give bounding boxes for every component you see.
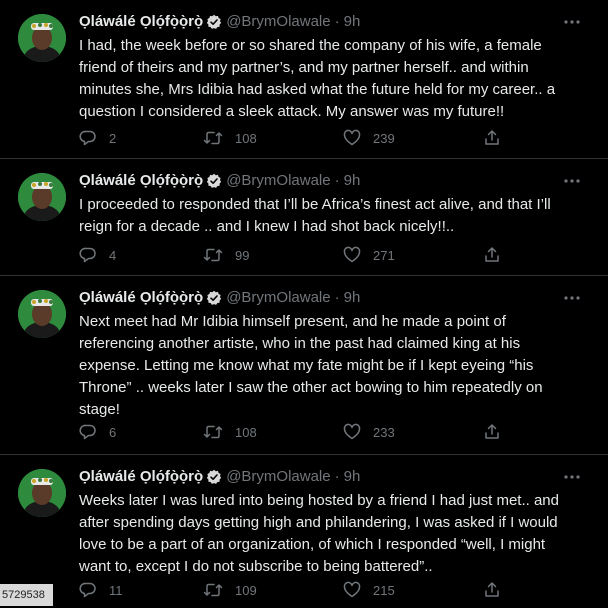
- share-button[interactable]: [483, 245, 501, 265]
- retweet-button[interactable]: [203, 422, 257, 442]
- share-button[interactable]: [483, 128, 501, 148]
- retweet-count: 109: [235, 582, 257, 598]
- reply-icon: [79, 581, 97, 599]
- retweet-count: 108: [235, 130, 257, 146]
- tweet-text: Next meet had Mr Idibia himself present, and he made a point of referencing another artiste, who in the past had claimed king at his expense. Letting me know what my fate might be if I kept eyeing “his Throne” .. weeks later I saw the other act bowing to him repeatedly on stage!: [79, 313, 543, 418]
- more-icon[interactable]: [562, 173, 582, 189]
- tweet-header: [79, 467, 360, 487]
- reply-button[interactable]: [79, 422, 116, 442]
- reply-icon: [79, 423, 97, 441]
- watermark-id: 5729538: [0, 584, 53, 606]
- retweet-icon: [203, 129, 223, 147]
- reply-icon: [79, 129, 97, 147]
- like-count: 239: [373, 130, 395, 146]
- verified-badge-icon: [206, 173, 222, 189]
- reply-count: 6: [109, 424, 117, 440]
- reply-count: 4: [109, 247, 117, 263]
- tweet-text: I had, the week before or so shared the company of his wife, a female friend of theirs and my partner’s, and my partner herself.. and within minutes she, Mrs Idibia had asked what the future held for my career.. a question I considered a sleek attack. My answer was my future!!: [79, 37, 556, 120]
- author-name[interactable]: Ọláwálé Ọlọ́fọ̀ọ̀rọ̀: [79, 13, 204, 30]
- author-name[interactable]: Ọláwálé Ọlọ́fọ̀ọ̀rọ̀: [79, 468, 204, 485]
- like-button[interactable]: [343, 245, 395, 265]
- reply-button[interactable]: [79, 580, 123, 600]
- retweet-button[interactable]: [203, 245, 249, 265]
- separator-dot: ·: [334, 468, 340, 485]
- share-icon: [483, 129, 501, 147]
- author-handle[interactable]: @BrymOlawale: [226, 172, 331, 189]
- separator-dot: ·: [334, 172, 340, 189]
- like-button[interactable]: [343, 422, 395, 442]
- author-name[interactable]: Ọláwálé Ọlọ́fọ̀ọ̀rọ̀: [79, 289, 204, 306]
- like-button[interactable]: [343, 128, 395, 148]
- author-handle[interactable]: @BrymOlawale: [226, 13, 331, 30]
- author-name[interactable]: Ọláwálé Ọlọ́fọ̀ọ̀rọ̀: [79, 172, 204, 189]
- share-icon: [483, 423, 501, 441]
- tweet-time[interactable]: 9h: [343, 289, 361, 306]
- tweet-actions: [79, 128, 519, 148]
- avatar[interactable]: [18, 469, 66, 517]
- separator-dot: ·: [334, 13, 340, 30]
- avatar[interactable]: [18, 290, 66, 338]
- retweet-button[interactable]: [203, 580, 257, 600]
- reply-count: 11: [109, 582, 123, 598]
- author-handle[interactable]: @BrymOlawale: [226, 289, 331, 306]
- share-button[interactable]: [483, 580, 501, 600]
- tweet[interactable]: [0, 276, 608, 455]
- like-icon: [343, 423, 361, 441]
- tweet-header: [79, 171, 360, 191]
- more-icon[interactable]: [562, 14, 582, 30]
- reply-count: 2: [109, 130, 117, 146]
- like-icon: [343, 246, 361, 264]
- like-count: 215: [373, 582, 395, 598]
- verified-badge-icon: [206, 290, 222, 306]
- share-button[interactable]: [483, 422, 501, 442]
- share-icon: [483, 246, 501, 264]
- verified-badge-icon: [206, 469, 222, 485]
- more-icon[interactable]: [562, 469, 582, 485]
- tweet-time[interactable]: 9h: [343, 172, 361, 189]
- like-icon: [343, 581, 361, 599]
- avatar[interactable]: [18, 173, 66, 221]
- reply-button[interactable]: [79, 128, 116, 148]
- tweet[interactable]: [0, 0, 608, 159]
- tweet-header: [79, 288, 360, 308]
- tweet-actions: [79, 580, 519, 600]
- retweet-icon: [203, 246, 223, 264]
- tweet-actions: [79, 422, 519, 442]
- verified-badge-icon: [206, 14, 222, 30]
- author-handle[interactable]: @BrymOlawale: [226, 468, 331, 485]
- retweet-count: 99: [235, 247, 250, 263]
- like-count: 271: [373, 247, 395, 263]
- like-icon: [343, 129, 361, 147]
- reply-button[interactable]: [79, 245, 116, 265]
- tweet-text: I proceeded to responded that I’ll be Africa’s finest act alive, and that I’ll reign for a decade .. and I knew I had shot back nicely!!..: [79, 196, 551, 235]
- separator-dot: ·: [334, 289, 340, 306]
- retweet-icon: [203, 581, 223, 599]
- retweet-button[interactable]: [203, 128, 257, 148]
- tweet-text: Weeks later I was lured into being hosted by a friend I had just met.. and after spending days getting high and philandering, I was asked if I would love to be a part of an organization, of which I responded “well, I might want to, except I do not subscribe to being battered”..: [79, 492, 559, 575]
- reply-icon: [79, 246, 97, 264]
- tweet-time[interactable]: 9h: [343, 468, 361, 485]
- share-icon: [483, 581, 501, 599]
- tweet-time[interactable]: 9h: [343, 13, 361, 30]
- tweet[interactable]: [0, 159, 608, 276]
- retweet-count: 108: [235, 424, 257, 440]
- more-icon[interactable]: [562, 290, 582, 306]
- tweet[interactable]: [0, 455, 608, 608]
- like-count: 233: [373, 424, 395, 440]
- retweet-icon: [203, 423, 223, 441]
- avatar[interactable]: [18, 14, 66, 62]
- tweet-header: [79, 12, 360, 32]
- like-button[interactable]: [343, 580, 395, 600]
- tweet-actions: [79, 245, 519, 265]
